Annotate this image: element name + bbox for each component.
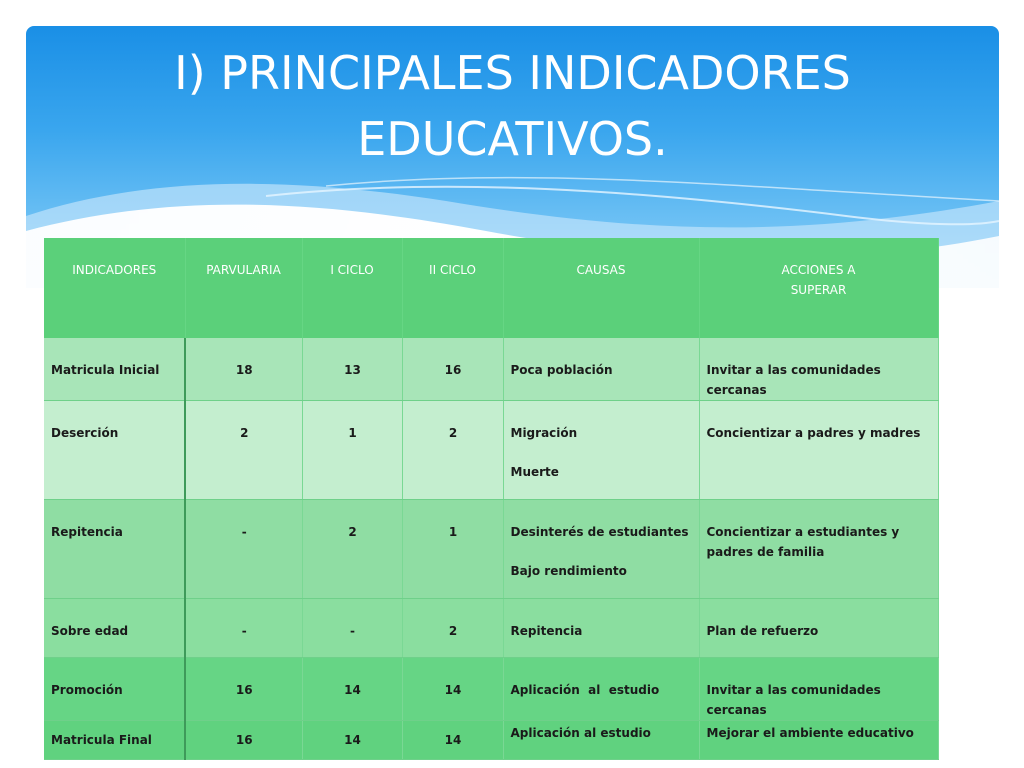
cell-causas: Aplicación al estudio bbox=[503, 658, 699, 721]
cell-ii-ciclo: 1 bbox=[402, 500, 503, 599]
indicators-table bbox=[44, 238, 939, 760]
cell-indicador: Deserción bbox=[44, 401, 185, 500]
table-row bbox=[44, 721, 938, 760]
table-header-row bbox=[44, 238, 938, 338]
cell-i-ciclo: 14 bbox=[302, 658, 402, 721]
header-acciones-line-1: ACCIONES A bbox=[781, 263, 856, 277]
cell-acciones: Concientizar a estudiantes y padres de familia bbox=[699, 500, 938, 599]
cell-i-ciclo: 1 bbox=[302, 401, 402, 500]
header-acciones bbox=[699, 238, 938, 338]
cell-indicador: Sobre edad bbox=[44, 599, 185, 658]
causa-line: Muerte bbox=[510, 465, 559, 479]
cell-acciones: Plan de refuerzo bbox=[699, 599, 938, 658]
cell-ii-ciclo: 2 bbox=[402, 599, 503, 658]
cell-ii-ciclo: 16 bbox=[402, 338, 503, 401]
header-causas: CAUSAS bbox=[503, 238, 699, 338]
cell-parvularia: - bbox=[185, 500, 302, 599]
cell-indicador: Repitencia bbox=[44, 500, 185, 599]
causa-line: Bajo rendimiento bbox=[510, 564, 627, 578]
cell-parvularia: 18 bbox=[185, 338, 302, 401]
title-line-2: EDUCATIVOS. bbox=[357, 112, 668, 166]
cell-indicador: Promoción bbox=[44, 658, 185, 721]
cell-i-ciclo: - bbox=[302, 599, 402, 658]
causa-line: Migración bbox=[510, 426, 578, 440]
cell-acciones: Mejorar el ambiente educativo bbox=[699, 721, 938, 760]
cell-ii-ciclo: 14 bbox=[402, 658, 503, 721]
cell-causas: Poca población bbox=[503, 338, 699, 401]
header-parvularia: PARVULARIA bbox=[185, 238, 302, 338]
causa-line: Desinterés de estudiantes bbox=[510, 525, 689, 539]
header-i-ciclo: I CICLO bbox=[302, 238, 402, 338]
cell-causas bbox=[503, 500, 699, 599]
table-row bbox=[44, 338, 938, 401]
table-row bbox=[44, 500, 938, 599]
page-title bbox=[26, 40, 999, 172]
cell-i-ciclo: 2 bbox=[302, 500, 402, 599]
cell-acciones: Invitar a las comunidades cercanas bbox=[699, 658, 938, 721]
cell-causas: Repitencia bbox=[503, 599, 699, 658]
table-row bbox=[44, 658, 938, 721]
cell-acciones: Invitar a las comunidades cercanas bbox=[699, 338, 938, 401]
cell-indicador: Matricula Inicial bbox=[44, 338, 185, 401]
cell-parvularia: 16 bbox=[185, 658, 302, 721]
cell-indicador: Matricula Final bbox=[44, 721, 185, 760]
table-row bbox=[44, 599, 938, 658]
title-line-1: I) PRINCIPALES INDICADORES bbox=[174, 46, 851, 100]
header-acciones-line-2: SUPERAR bbox=[790, 283, 847, 297]
table-row bbox=[44, 401, 938, 500]
cell-parvularia: 16 bbox=[185, 721, 302, 760]
cell-parvularia: 2 bbox=[185, 401, 302, 500]
cell-i-ciclo: 13 bbox=[302, 338, 402, 401]
header-ii-ciclo: II CICLO bbox=[402, 238, 503, 338]
cell-ii-ciclo: 14 bbox=[402, 721, 503, 760]
header-indicadores: INDICADORES bbox=[44, 238, 185, 338]
cell-ii-ciclo: 2 bbox=[402, 401, 503, 500]
cell-causas bbox=[503, 401, 699, 500]
cell-acciones: Concientizar a padres y madres bbox=[699, 401, 938, 500]
cell-parvularia: - bbox=[185, 599, 302, 658]
cell-i-ciclo: 14 bbox=[302, 721, 402, 760]
cell-causas: Aplicación al estudio bbox=[503, 721, 699, 760]
